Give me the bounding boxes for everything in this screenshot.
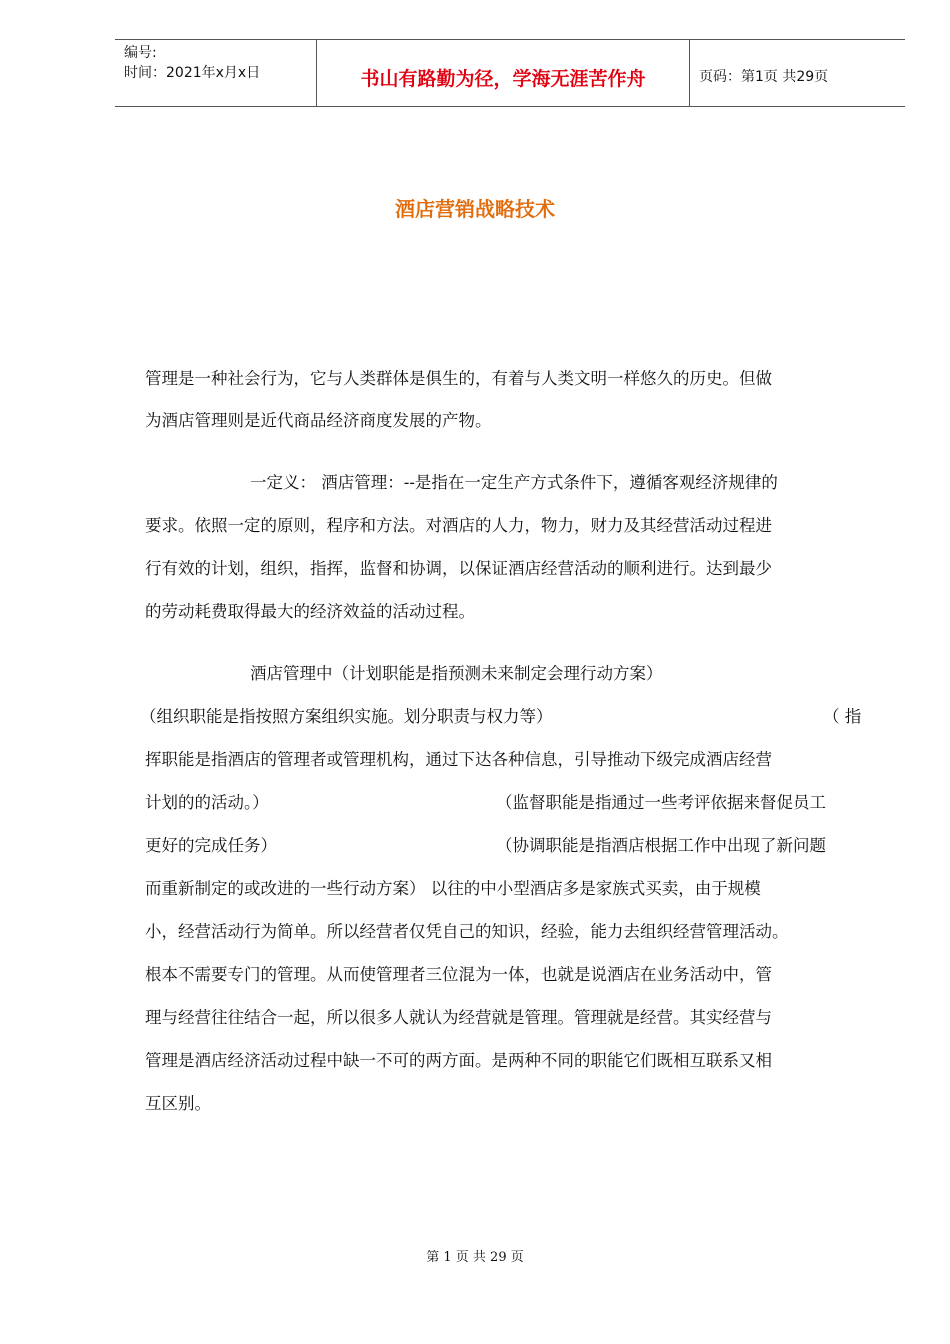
body-line: 互区别。 <box>145 1094 211 1113</box>
body-line: 为酒店管理则是近代商品经济商度发展的产物。 <box>145 411 492 430</box>
body-line: 一定义： 酒店管理：--是指在一定生产方式条件下，遵循客观经济规律的 <box>250 473 778 492</box>
body-line: 计划的的活动。） <box>145 793 269 812</box>
page-footer: 第 1 页 共 29 页 <box>426 1250 524 1265</box>
body-line: 小，经营活动行为简单。所以经营者仅凭自己的知识，经验，能力去组织经营管理活动。 <box>145 922 789 941</box>
header-page-cell <box>690 40 905 106</box>
document-number-label: 编号: <box>124 45 157 61</box>
body-line: 更好的完成任务） <box>145 836 277 855</box>
document-title: 酒店营销战略技术 <box>395 197 555 221</box>
body-line: （组织职能是指按照方案组织实施。划分职责与权力等） <box>140 707 553 726</box>
body-line: 管理是一种社会行为，它与人类群体是俱生的，有着与人类文明一样悠久的历史。但做 <box>145 369 772 388</box>
body-line: 的劳动耗费取得最大的经济效益的活动过程。 <box>145 602 475 621</box>
body-line: 而重新制定的或改进的一些行动方案） 以往的中小型酒店多是家族式买卖，由于规模 <box>145 879 761 898</box>
document-header <box>115 39 905 107</box>
header-page-info: 页码：第1页 共29页 <box>699 69 829 85</box>
body-line: 行有效的计划，组织，指挥，监督和协调，以保证酒店经营活动的顺利进行。达到最少 <box>145 559 772 578</box>
body-line: 酒店管理中（计划职能是指预测未来制定会理行动方案） <box>250 664 663 683</box>
body-line: 根本不需要专门的管理。从而使管理者三位混为一体，也就是说酒店在业务活动中，管 <box>145 965 772 984</box>
header-meta-cell <box>115 40 316 106</box>
body-line: 挥职能是指酒店的管理者或管理机构，通过下达各种信息，引导推动下级完成酒店经营 <box>145 750 772 769</box>
body-line: （ 指 <box>823 707 862 726</box>
document-time-label: 时间：2021年x月x日 <box>124 65 261 81</box>
body-line: 要求。依照一定的原则，程序和方法。对酒店的人力，物力，财力及其经营活动过程进 <box>145 516 772 535</box>
body-line: （监督职能是指通过一些考评依据来督促员工 <box>496 793 826 812</box>
body-line: 理与经营往往结合一起，所以很多人就认为经营就是管理。管理就是经营。其实经营与 <box>145 1008 772 1027</box>
header-motto: 书山有路勤为径，学海无涯苦作舟 <box>360 68 646 90</box>
body-line: 管理是酒店经济活动过程中缺一不可的两方面。是两种不同的职能它们既相互联系又相 <box>145 1051 772 1070</box>
body-line: （协调职能是指酒店根据工作中出现了新问题 <box>496 836 826 855</box>
header-motto-cell <box>316 40 690 106</box>
